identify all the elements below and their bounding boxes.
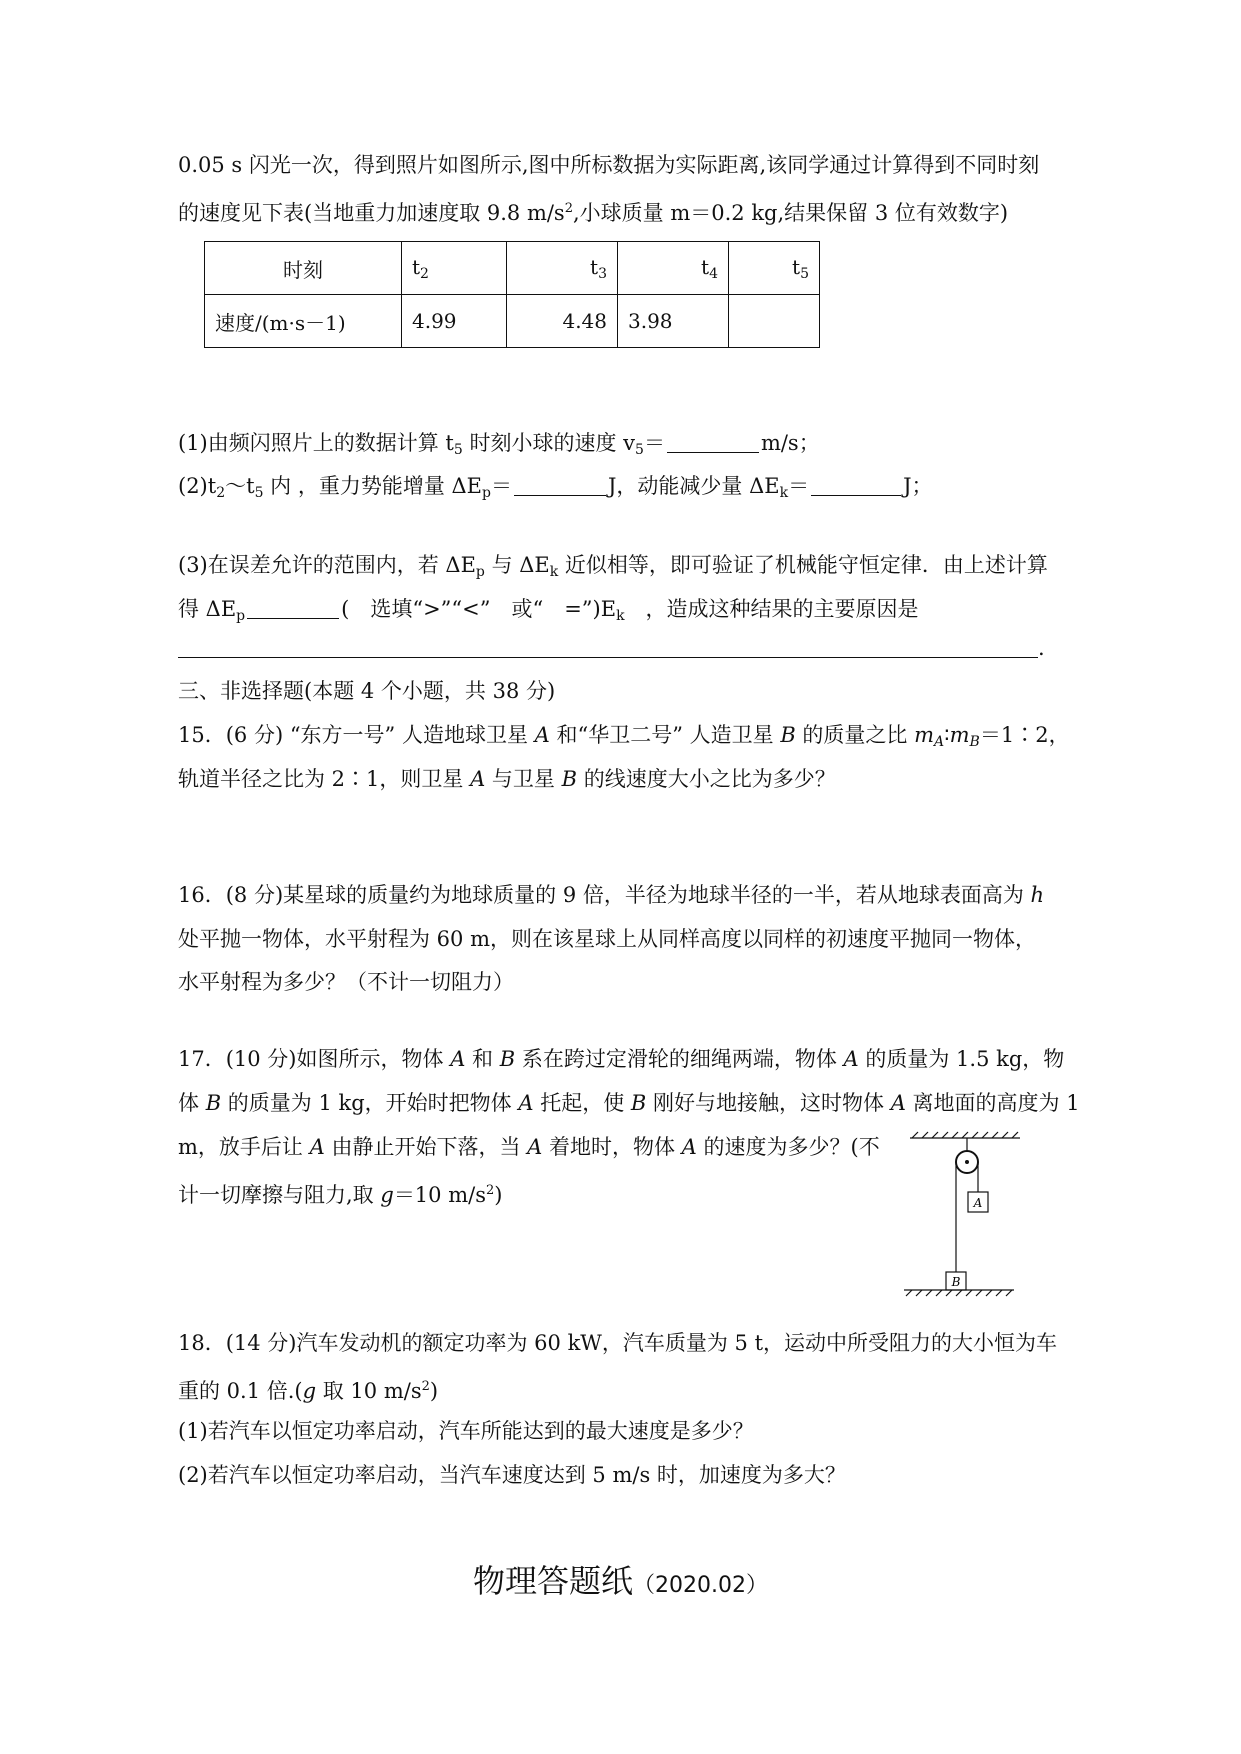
q14-part-3-line-2: 得 $\Delta E_p$ ( 选填“>”“<” 或“ $=”)E_k$ ，造成这种结果的主要原因是 (178, 597, 919, 624)
answer-long-blank[interactable] (178, 657, 1038, 658)
ground-hatch (904, 1290, 1014, 1296)
table-header-cell: $t_5$ (729, 242, 820, 295)
table-header-cell: $t_2$ (402, 242, 507, 295)
period-mark: . (1038, 636, 1045, 660)
section-3-heading: 三、非选择题(本题 4 个小题，共 38 分) (178, 679, 556, 703)
table-cell (729, 295, 820, 348)
answer-sheet-title: 物理答题纸（2020.02） (473, 1562, 768, 1600)
q15-line-2: 轨道半径之比为 2∶1，则卫星 A 与卫星 B 的线速度大小之比为多少？ (178, 767, 836, 791)
q18-part-2: (2)若汽车以恒定功率启动，当汽车速度达到 5 m/s 时，加速度为多大？ (178, 1463, 846, 1487)
q14-part-1: (1)由频闪照片上的数据计算 $t_5$ 时刻小球的速度 $v_5= m/s$； (178, 431, 820, 458)
pulley-axle (965, 1160, 969, 1164)
q16-line-1: 16．(8 分)某星球的质量约为地球质量的 9 倍，半径为地球半径的一半，若从地球表面高为 h (178, 883, 1045, 907)
ceiling-hatch (910, 1132, 1020, 1138)
table-cell: 4.99 (402, 295, 507, 348)
speed-table (204, 241, 820, 348)
q18-part-1: (1)若汽车以恒定功率启动，汽车所能达到的最大速度是多少？ (178, 1419, 754, 1443)
table-cell: 3.98 (618, 295, 729, 348)
q15-line-1: 15．(6 分) “东方一号” 人造地球卫星 A 和“华卫二号” 人造卫星 B 的质量之比 $m_A∶m_B=1∶2$， (178, 723, 1070, 750)
q17-line-4: 计一切摩擦与阻力,取 g＝10 $m/s^2$) (178, 1183, 503, 1207)
pulley-diagram (900, 1130, 1030, 1300)
table-header-cell: $t_3$ (507, 242, 618, 295)
q14-part-3-line-1: (3)在误差允许的范围内，若 $\Delta E_p$ 与 $\Delta E_k$ 近似相等，即可验证了机械能守恒定律．由上述计算 (178, 553, 1048, 580)
table-row-label: 速度/(m·s－1) (205, 295, 402, 348)
answer-blank[interactable] (514, 475, 606, 496)
table-cell: 4.48 (507, 295, 618, 348)
q16-line-3: 水平射程为多少？（不计一切阻力） (178, 970, 514, 994)
q14-part-2: $(2)t_2\sim t_5$ 内 ，重力势能增量 $\Delta E_p= J$，动能减少量 $\Delta E_k= J$； (178, 474, 933, 501)
q16-line-2: 处平抛一物体，水平射程为 60 m，则在该星球上从同样高度以同样的初速度平抛同一物体， (178, 927, 1036, 951)
answer-sheet-date: （2020.02） (633, 1573, 768, 1598)
q18-line-1: 18．(14 分)汽车发动机的额定功率为 60 kW，汽车质量为 5 t，运动中所受阻力的大小恒为车 (178, 1331, 1058, 1355)
answer-blank[interactable] (667, 432, 759, 453)
intro-line-2: 的速度见下表(当地重力加速度取 9.8 $m/s^2$,小球质量 m＝0.2 kg,结果保留 3 位有效数字) (178, 201, 1009, 225)
table-header-row (205, 242, 820, 295)
block-b-label: B (951, 1275, 961, 1289)
answer-blank[interactable] (811, 475, 901, 496)
table-header-cell: $t_4$ (618, 242, 729, 295)
intro-line-1: 0.05 s 闪光一次，得到照片如图所示,图中所标数据为实际距离,该同学通过计算得到不同时刻 (178, 153, 1040, 177)
table-header-cell: 时刻 (205, 242, 402, 295)
q17-line-2: 体 B 的质量为 1 kg，开始时把物体 A 托起，使 B 刚好与地接触，这时物体 A 离地面的高度为 1 (178, 1091, 1080, 1115)
table-row (205, 295, 820, 348)
answer-blank[interactable] (247, 598, 339, 619)
q17-line-3: m，放手后让 A 由静止开始下落，当 A 着地时，物体 A 的速度为多少？(不 (178, 1135, 880, 1159)
q17-line-1: 17．(10 分)如图所示，物体 A 和 B 系在跨过定滑轮的细绳两端，物体 A 的质量为 1.5 kg，物 (178, 1047, 1065, 1071)
block-a-label: A (973, 1196, 983, 1210)
q18-line-2: 重的 0.1 倍.(g 取 10 $m/s^2$) (178, 1379, 439, 1403)
